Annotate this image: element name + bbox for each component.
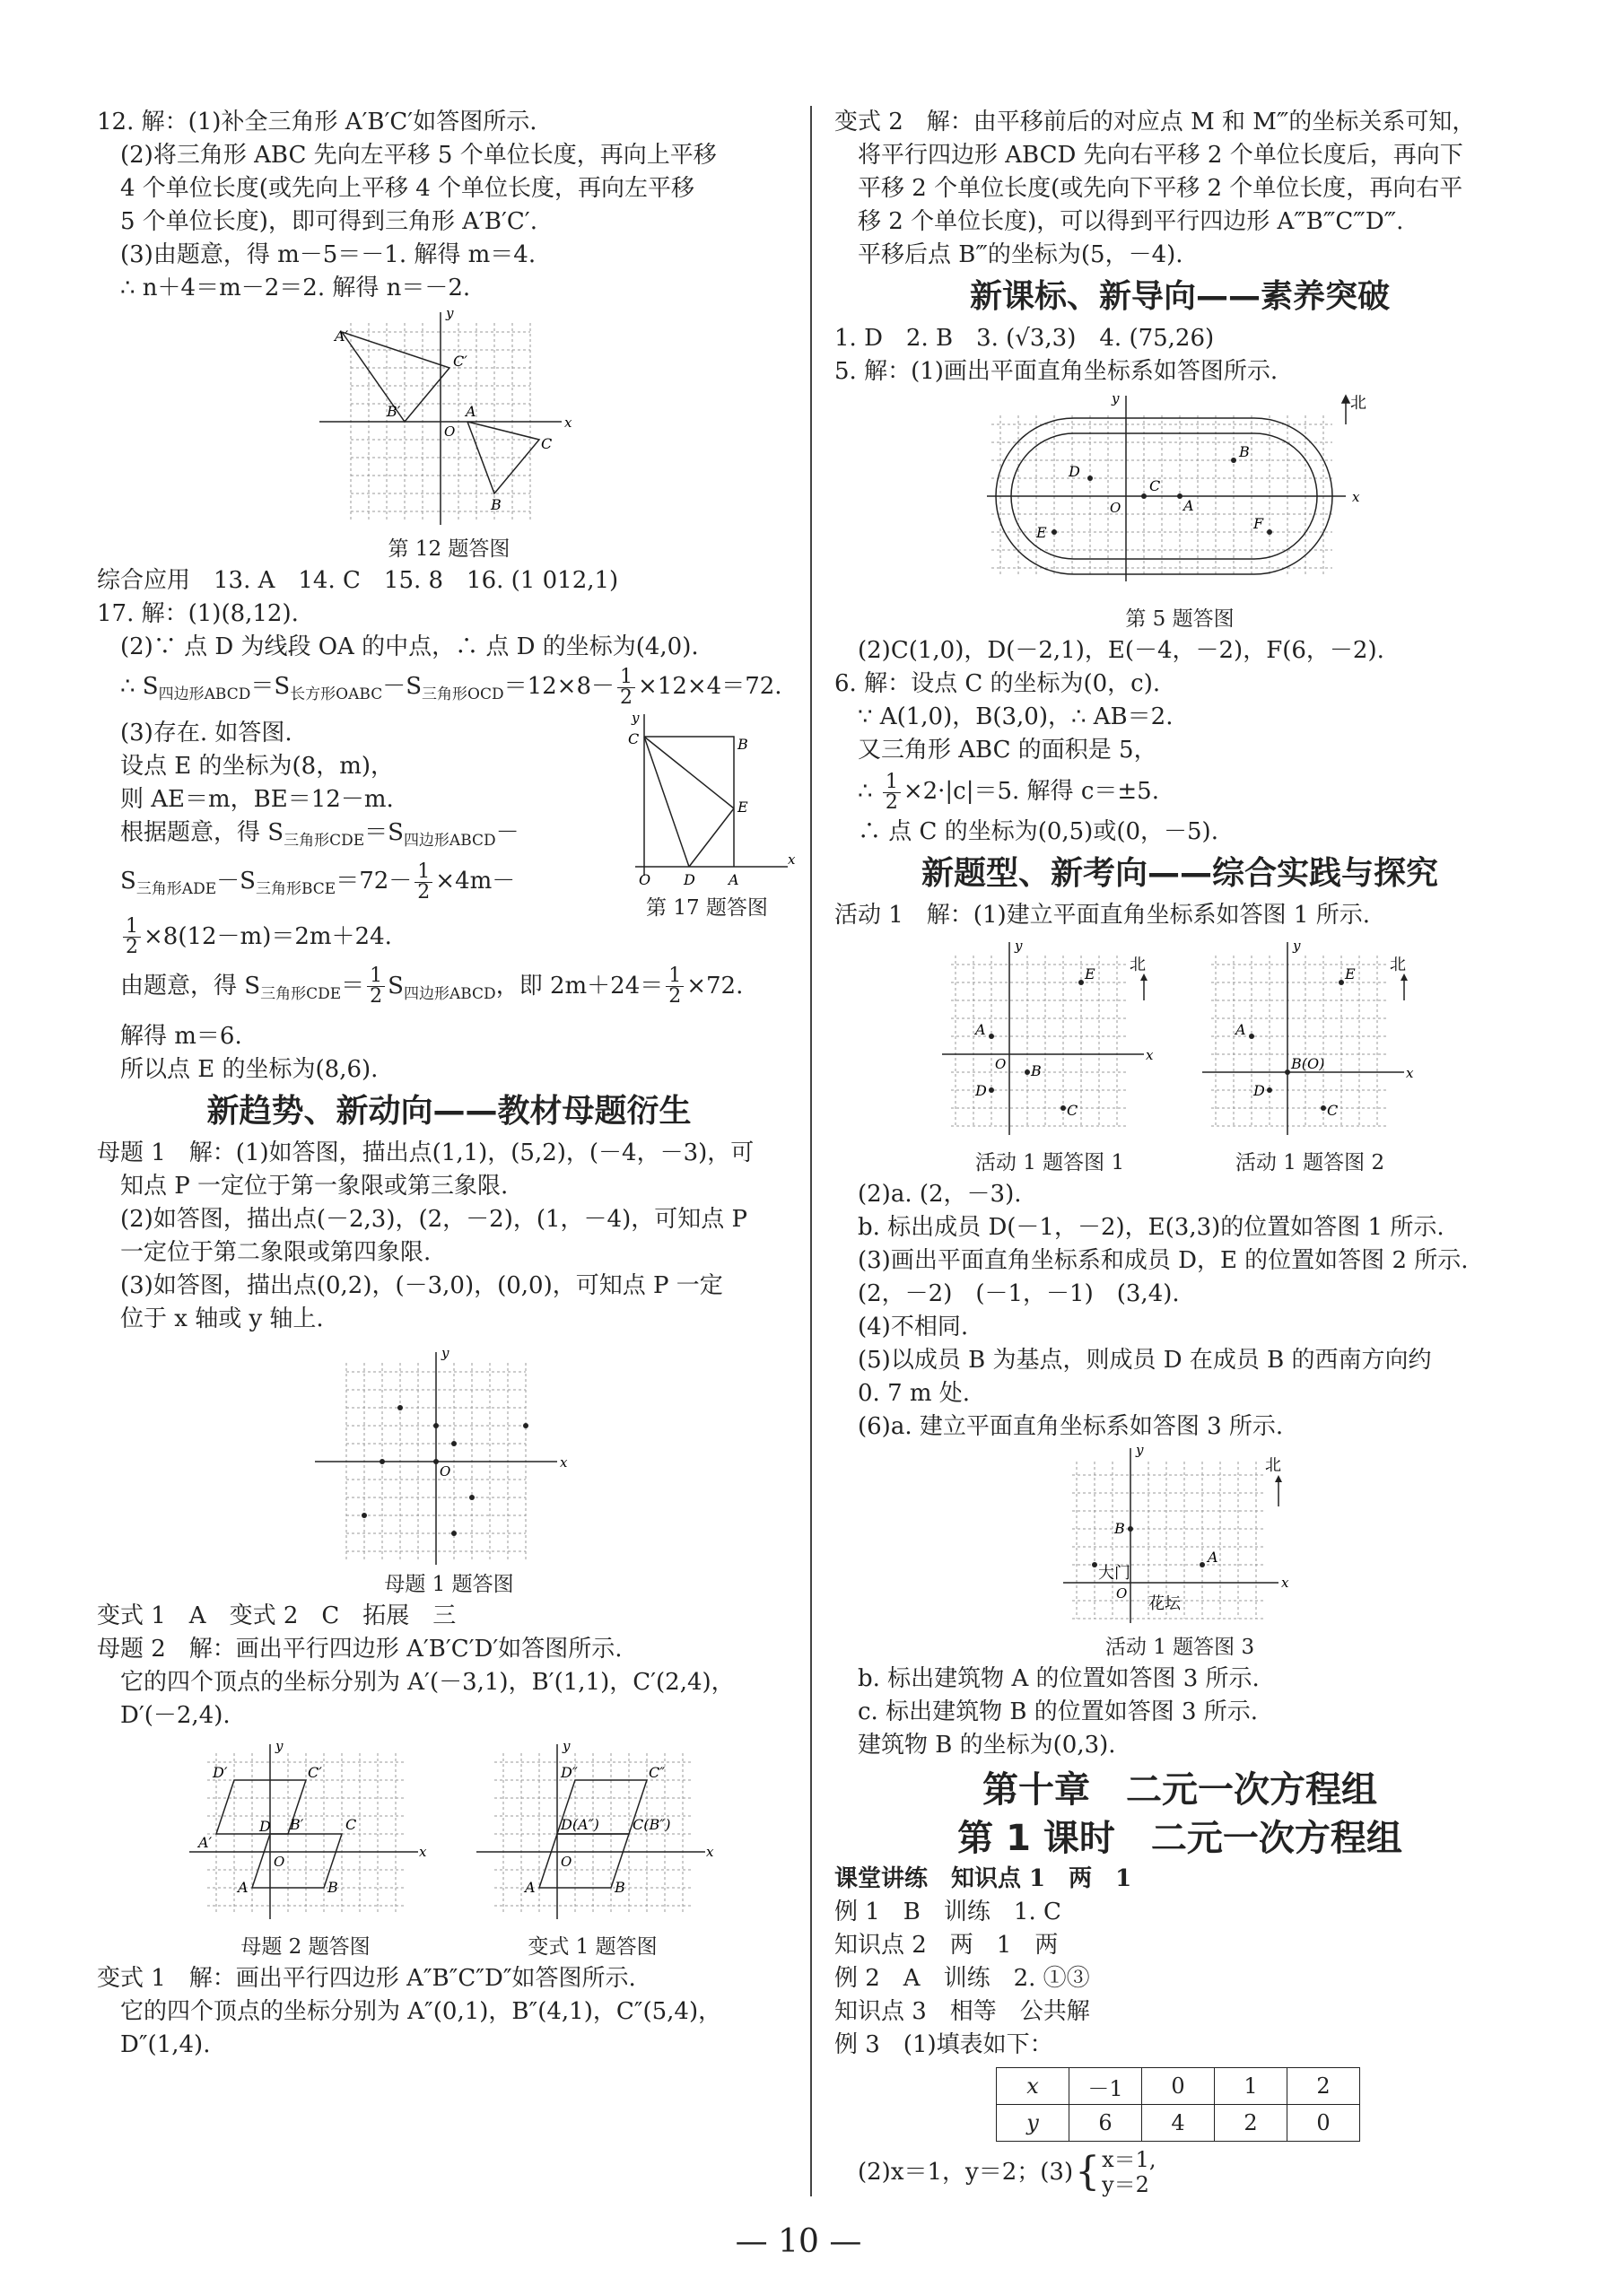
axis-x-label: x — [705, 1843, 713, 1860]
fraction — [617, 665, 635, 709]
table-cell: 2 — [1215, 2105, 1287, 2142]
figure-bs1-wrap — [467, 1740, 719, 1962]
point-label: A — [1235, 1021, 1246, 1038]
zonghe-answers: 综合应用 13. A 14. C 15. 8 16. (1 012,1) — [97, 567, 619, 594]
den: 2 — [417, 880, 431, 904]
t: 由题意，得 S — [120, 972, 261, 1000]
act1-figures — [834, 938, 1525, 1178]
q12-line: 4 个单位长度(或先向上平移 4 个单位长度，再向左平移 — [120, 175, 695, 202]
point-label: C′ — [452, 353, 467, 370]
q12-line: 5 个单位长度)，即可得到三角形 A′B′C′. — [120, 208, 537, 235]
table-cell: 2 — [1287, 2068, 1360, 2105]
value-table — [996, 2067, 1360, 2142]
t: －S — [382, 673, 423, 700]
point-label: B — [1031, 1062, 1042, 1079]
num: 1 — [123, 917, 141, 938]
figure-act1-2 — [1198, 938, 1422, 1144]
mu2-line: 它的四个顶点的坐标分别为 A′(－3,1)，B′(1,1)，C′(2,4)， — [120, 1668, 735, 1696]
lesson-line: 知识点 3 相等 公共解 — [834, 1998, 1090, 2025]
q17-line: 所以点 E 的坐标为(8,6). — [120, 1055, 379, 1083]
answers-line: 1. D 2. B 3. (√3,3) 4. (75,26) — [834, 325, 1215, 352]
t: ，即 2m＋24＝ — [495, 972, 664, 1000]
lesson-line: 例 2 A 训练 2. ①③ — [834, 1965, 1090, 1992]
table-cell: x — [997, 2068, 1069, 2105]
fraction — [415, 862, 432, 903]
mu2-figures — [97, 1740, 801, 1962]
q17-line: 解得 m＝6. — [120, 1022, 242, 1050]
point-label: A — [729, 871, 739, 889]
axis-x-label: x — [559, 1454, 567, 1471]
point-label: A — [237, 1878, 249, 1896]
den: 2 — [885, 790, 898, 814]
axis-y-label: y — [632, 710, 640, 727]
table-cell: y — [997, 2105, 1069, 2142]
act-line: c. 标出建筑物 B 的位置如答图 3 所示. — [858, 1698, 1259, 1725]
mu2-line: 母题 2 解：画出平行四边形 A′B′C′D′如答图所示. — [97, 1635, 623, 1663]
origin-label: O — [1116, 1585, 1128, 1602]
table-cell: 6 — [1069, 2105, 1142, 2142]
point-label: E — [1036, 524, 1047, 541]
act-line: 建筑物 B 的坐标为(0,3). — [858, 1732, 1116, 1759]
bs2-line: 将平行四边形 ABCD 先向右平移 2 个单位长度后，再向下 — [858, 142, 1463, 169]
bs1-line: D″(1,4). — [120, 2030, 211, 2058]
act-line: (5)以成员 B 为基点，则成员 D 在成员 B 的西南方向约 — [858, 1347, 1432, 1374]
north-label: 北 — [1130, 956, 1146, 974]
axis-y-label: y — [1015, 938, 1023, 954]
figure-caption: 母题 2 题答图 — [240, 1934, 371, 1959]
t: ＝S — [364, 819, 404, 847]
chapter-title: 第十章 二元一次方程组 — [982, 1769, 1377, 1811]
figure-caption: 活动 1 题答图 1 — [974, 1151, 1125, 1174]
q12-line: (3)由题意，得 m－5＝－1. 解得 m＝4. — [120, 241, 537, 268]
point-label: D″ — [560, 1763, 578, 1781]
fraction — [367, 966, 385, 1007]
mu1-line: 母题 1 解：(1)如答图，描出点(1,1)，(5,2)，(－4，－3)，可 — [97, 1139, 755, 1166]
point-label: C(B″) — [632, 1815, 670, 1833]
den: 2 — [126, 936, 138, 959]
table-row — [997, 2068, 1360, 2105]
lesson-title: 第 1 课时 二元一次方程组 — [957, 1818, 1402, 1859]
point-label: E — [737, 799, 748, 816]
figure-q12 — [315, 305, 584, 534]
mu1-line: (2)如答图，描出点(－2,3)，(2，－2)，(1，－4)，可知点 P — [120, 1205, 747, 1233]
t: 三角形BCE — [255, 880, 336, 899]
q6-line: 又三角形 ABC 的面积是 5， — [858, 737, 1157, 764]
section-heading: 新课标、新导向——素养突破 — [969, 278, 1390, 315]
point-label: D′ — [212, 1763, 227, 1781]
section-heading: 新趋势、新动向——教材母题衍生 — [206, 1092, 692, 1130]
figure-q5 — [982, 388, 1377, 604]
num: 1 — [415, 862, 432, 883]
act-line: (4)不相同. — [858, 1314, 969, 1340]
fraction — [666, 966, 684, 1007]
figure-caption: 母题 1 题答图 — [384, 1572, 514, 1596]
origin-label: O — [439, 1462, 450, 1480]
point-label: D — [684, 871, 695, 889]
q17-line: (3)存在. 如答图. — [120, 720, 292, 747]
point-label: A — [1183, 497, 1194, 514]
q5-line: (2)C(1,0)，D(－2,1)，E(－4，－2)，F(6，－2). — [858, 637, 1384, 664]
bianshi-answers: 变式 1 A 变式 2 C 拓展 三 — [97, 1602, 457, 1629]
t: － — [495, 819, 519, 847]
act-line: (3)画出平面直角坐标系和成员 D，E 的位置如答图 2 所示. — [858, 1247, 1469, 1274]
mu1-line: (3)如答图，描出点(0,2)，(－3,0)，(0,0)，可知点 P 一定 — [120, 1271, 723, 1299]
axis-x-label: x — [1146, 1047, 1154, 1063]
t: 长方形OABC — [290, 685, 383, 704]
brace: { — [1075, 2149, 1101, 2195]
point-label: C — [1149, 477, 1161, 494]
table-cell: 1 — [1215, 2068, 1287, 2105]
point-label: C — [540, 435, 552, 452]
t: ×12×4＝72. — [638, 673, 782, 700]
act-line: b. 标出建筑物 A 的位置如答图 3 所示. — [858, 1665, 1260, 1692]
q6-line: 6. 解：设点 C 的坐标为(0，c). — [834, 670, 1161, 697]
point-label: D(A″) — [560, 1815, 599, 1833]
axis-x-label: x — [563, 415, 572, 431]
point-label: C′ — [307, 1763, 322, 1781]
bs2-line: 移 2 个单位长度)，可以得到平行四边形 A‴B‴C‴D‴. — [858, 208, 1404, 235]
origin-label: O — [560, 1853, 572, 1870]
point-label: B — [1114, 1520, 1125, 1537]
t: ∴ S — [120, 673, 159, 700]
point-label: A — [465, 403, 476, 420]
t: ＝12×8－ — [503, 673, 615, 700]
num: 1 — [617, 668, 635, 688]
num: 1 — [883, 773, 901, 793]
axis-x-label: x — [1352, 489, 1360, 505]
act1-line: 活动 1 解：(1)建立平面直角坐标系如答图 1 所示. — [834, 902, 1370, 929]
q17-line: 17. 解：(1)(8,12). — [97, 600, 299, 627]
t: 四边形ABCD — [158, 685, 251, 704]
figure-act1-3 — [1059, 1444, 1301, 1632]
q6-line: ∵ A(1,0)，B(3,0)，∴ AB＝2. — [858, 703, 1174, 730]
t: ＝S — [250, 673, 291, 700]
bs1-line: 变式 1 解：画出平行四边形 A″B″C″D″如答图所示. — [97, 1964, 636, 1992]
mu2-line: D′(－2,4). — [120, 1701, 231, 1729]
den: 2 — [668, 985, 682, 1008]
origin-label: O — [443, 423, 455, 440]
bs2-line: 平移 2 个单位长度(或先向下平移 2 个单位长度，再向右平 — [858, 175, 1463, 202]
system — [1102, 2147, 1156, 2197]
point-label: C — [628, 730, 640, 748]
mu1-line: 一定位于第二象限或第四象限. — [120, 1238, 432, 1266]
north-label: 北 — [1350, 394, 1366, 413]
q6-line — [834, 767, 1525, 816]
t: 根据题意，得 S — [120, 819, 284, 847]
q5-line: 5. 解：(1)画出平面直角坐标系如答图所示. — [834, 358, 1278, 385]
point-label: E — [1345, 965, 1356, 982]
figure-caption: 第 17 题答图 — [646, 896, 768, 921]
figure-bs1 — [467, 1740, 719, 1928]
fraction — [883, 770, 901, 814]
t: 四边形ABCD — [403, 832, 496, 851]
origin-label: O — [1110, 500, 1121, 516]
figure-caption: 变式 1 题答图 — [528, 1934, 658, 1959]
origin-label: O — [273, 1853, 284, 1870]
point-label: A — [975, 1021, 986, 1038]
q17-line — [97, 960, 801, 1020]
left-column — [97, 106, 801, 2062]
point-label: B — [490, 496, 502, 513]
lesson-line: 例 3 (1)填表如下： — [834, 2031, 1053, 2058]
bs1-line: 它的四个顶点的坐标分别为 A″(0,1)，B″(4,1)，C″(5,4)， — [120, 1997, 722, 2025]
table-cell: －1 — [1069, 2068, 1142, 2105]
point-label: B — [614, 1878, 625, 1896]
act-line: b. 标出成员 D(－1，－2)，E(3,3)的位置如答图 1 所示. — [858, 1214, 1444, 1241]
last-line — [834, 2147, 1525, 2197]
q12-line: (2)将三角形 ABC 先向左平移 5 个单位长度，再向上平移 — [120, 142, 717, 169]
point-label: A — [1208, 1549, 1218, 1566]
point-label: D — [1069, 463, 1080, 480]
act-line: (2，－2) (－1，－1) (3,4). — [858, 1280, 1180, 1307]
t: 三角形CDE — [284, 832, 365, 851]
bs2-line: 平移后点 B‴的坐标为(5，－4). — [858, 241, 1183, 268]
q17-line: 设点 E 的坐标为(8，m)， — [120, 753, 394, 781]
north-label: 北 — [1390, 956, 1406, 974]
right-column — [834, 106, 1525, 2197]
column-divider — [810, 106, 812, 2196]
t: y＝2 — [1102, 2172, 1149, 2197]
axis-x-label: x — [788, 851, 796, 869]
bs2-line: 变式 2 解：由平移前后的对应点 M 和 M‴的坐标关系可知， — [834, 109, 1476, 135]
table-cell: 0 — [1142, 2068, 1215, 2105]
figure-mu2-wrap — [180, 1740, 432, 1962]
q12-line: ∴ n＋4＝m－2＝2. 解得 n＝－2. — [120, 275, 471, 301]
table-cell: 4 — [1142, 2105, 1215, 2142]
q6-line: ∴ 点 C 的坐标为(0,5)或(0，－5). — [858, 818, 1218, 845]
axis-y-label: y — [1136, 1444, 1144, 1458]
num: 1 — [367, 966, 385, 987]
north-label: 北 — [1265, 1456, 1281, 1475]
point-label: B — [1239, 443, 1250, 460]
t: ×8(12－m)＝2m＋24. — [144, 922, 392, 950]
origin-label: O — [639, 871, 651, 889]
table-cell: 0 — [1287, 2105, 1360, 2142]
figure-act1-2-wrap — [1198, 938, 1422, 1178]
axis-y-label: y — [441, 1344, 449, 1361]
t: ∴ — [858, 778, 880, 805]
figure-act1-1 — [938, 938, 1162, 1144]
axis-y-label: y — [275, 1739, 283, 1754]
point-label: A′ — [197, 1833, 212, 1851]
point-label: C″ — [648, 1763, 665, 1781]
t: x＝1, — [1102, 2147, 1156, 2172]
axis-y-label: y — [1112, 390, 1120, 406]
figure-caption: 活动 1 题答图 3 — [1104, 1636, 1255, 1659]
figure-act1-1-wrap — [938, 938, 1162, 1178]
page-number: — 10 — — [735, 2223, 862, 2260]
lesson-line: 课堂讲练 知识点 1 两 1 — [834, 1865, 1132, 1892]
table-row — [997, 2105, 1360, 2142]
t: ×2·|c|＝5. 解得 c＝±5. — [903, 778, 1159, 805]
q17-block — [97, 710, 801, 959]
axis-y-label: y — [445, 305, 453, 321]
point-label: D — [1253, 1082, 1265, 1099]
q12-line: 12. 解：(1)补全三角形 A′B′C′如答图所示. — [97, 109, 537, 135]
act-line: (6)a. 建立平面直角坐标系如答图 3 所示. — [858, 1413, 1284, 1440]
point-label: E — [1085, 965, 1095, 982]
point-label: D — [975, 1082, 987, 1099]
t: 三角形OCD — [422, 685, 504, 704]
t: ×72. — [686, 972, 744, 1000]
t: －S — [216, 868, 256, 895]
point-label: B — [327, 1878, 338, 1896]
mu1-line: 知点 P 一定位于第一象限或第三象限. — [120, 1172, 509, 1200]
act-line: (2)a. (2，－3). — [858, 1181, 1022, 1208]
num: 1 — [666, 966, 684, 987]
mu1-line: 位于 x 轴或 y 轴上. — [120, 1305, 324, 1332]
figure-q17-wrap — [617, 710, 797, 923]
t: ×4m－ — [435, 868, 516, 895]
axis-x-label: x — [1281, 1575, 1289, 1591]
point-label: C — [1067, 1102, 1078, 1119]
point-label: C — [345, 1815, 356, 1833]
point-label: C — [1327, 1102, 1339, 1119]
axis-y-label: y — [562, 1739, 570, 1754]
figure-caption: 第 12 题答图 — [388, 537, 511, 561]
den: 2 — [370, 985, 383, 1008]
point-label: F — [1253, 515, 1264, 532]
figure-mu1 — [301, 1345, 598, 1569]
q17-line: (2)∵ 点 D 为线段 OA 的中点，∴ 点 D 的坐标为(4,0). — [120, 633, 699, 660]
t: (2)x＝1，y＝2；(3) — [858, 2159, 1074, 2186]
den: 2 — [620, 685, 633, 709]
point-label: B(O) — [1291, 1055, 1325, 1072]
gate-label: 大门 — [1098, 1564, 1130, 1583]
q17-line: 则 AE＝m，BE＝12－m. — [120, 786, 394, 814]
point-label: A — [524, 1878, 536, 1896]
garden-label: 花坛 — [1148, 1594, 1181, 1613]
t: 三角形ADE — [135, 880, 217, 899]
t: ＝72－ — [336, 868, 413, 895]
lesson-line: 例 1 B 训练 1. C — [834, 1899, 1061, 1925]
origin-label: O — [995, 1056, 1007, 1072]
t: S — [120, 868, 136, 895]
point-label: D — [258, 1817, 271, 1835]
section-heading: 新题型、新考向——综合实践与探究 — [921, 855, 1438, 892]
figure-q17 — [617, 710, 797, 889]
figure-mu2 — [180, 1740, 432, 1928]
t: 三角形CDE — [260, 984, 342, 1003]
act-line: 0. 7 m 处. — [858, 1380, 971, 1407]
axis-x-label: x — [1406, 1065, 1414, 1081]
point-label: A′ — [334, 327, 348, 345]
point-label: B′ — [386, 403, 400, 420]
fraction — [123, 917, 141, 957]
figure-caption: 第 5 题答图 — [1125, 607, 1235, 631]
axis-x-label: x — [418, 1843, 426, 1860]
point-label: B′ — [289, 1815, 303, 1833]
point-label: B — [737, 736, 748, 754]
t: ＝ — [341, 972, 365, 1000]
lesson-line: 知识点 2 两 1 两 — [834, 1932, 1059, 1959]
t: 四边形ABCD — [403, 984, 496, 1003]
axis-y-label: y — [1293, 938, 1301, 954]
figure-caption: 活动 1 题答图 2 — [1235, 1151, 1385, 1174]
t: S — [388, 972, 404, 1000]
